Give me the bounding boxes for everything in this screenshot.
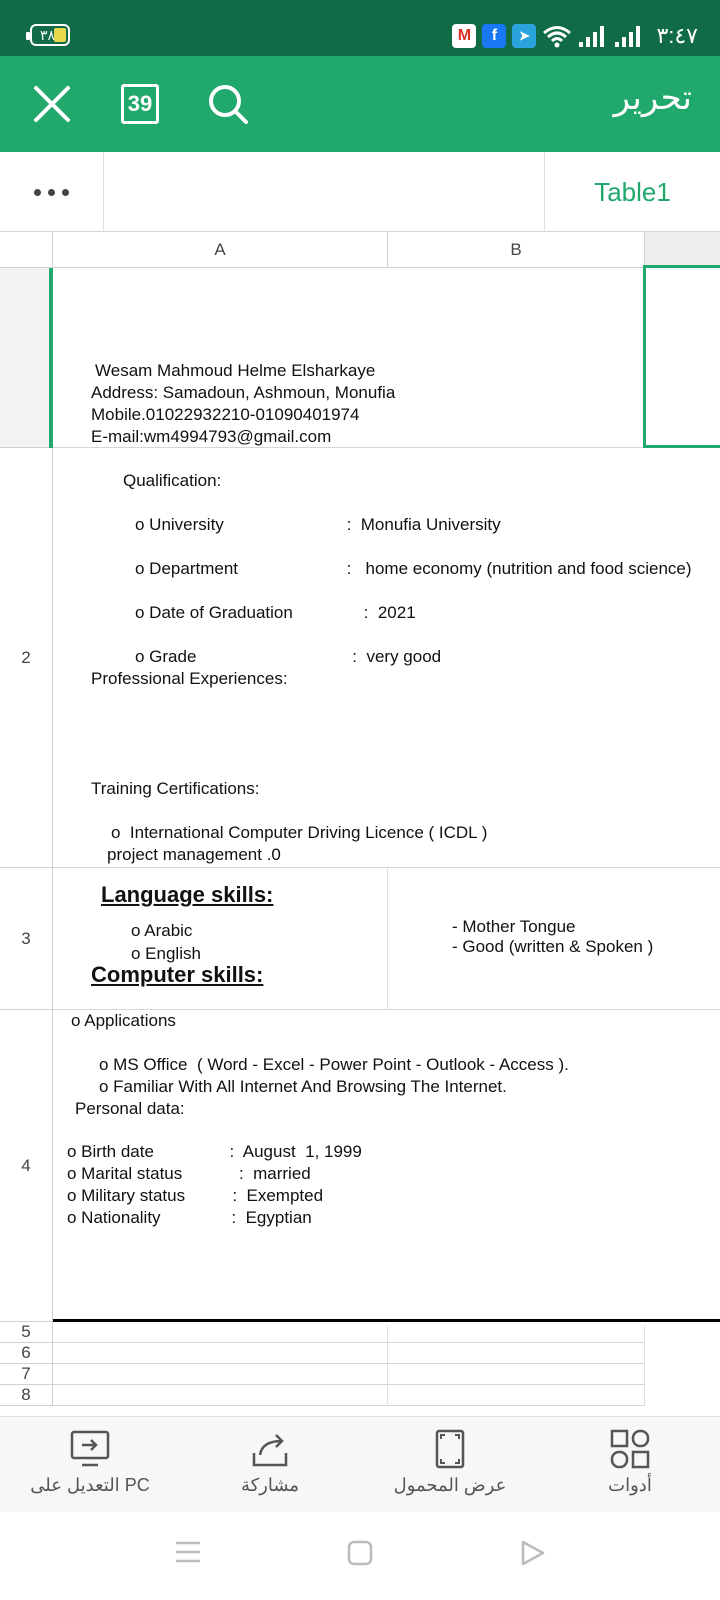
row-header-1[interactable] [0, 268, 53, 448]
empty-cell[interactable] [53, 1364, 388, 1385]
row-header-7[interactable]: 7 [0, 1364, 53, 1385]
signal-icon [614, 24, 644, 48]
cell-text: o International Computer Driving Licence ( ICDL ) [111, 823, 488, 842]
cell-text: o English [131, 944, 201, 963]
cell-text: E-mail:wm4994793@gmail.com [91, 427, 332, 446]
telegram-icon: ➤ [512, 24, 536, 48]
cell-text: Address: Samadoun, Ashmoun, Monufia [91, 383, 396, 402]
empty-cell[interactable] [388, 1364, 645, 1385]
cell-text: o Department : home economy (nutrition and food science) [135, 559, 692, 578]
empty-cell[interactable] [388, 1325, 645, 1343]
cell-text: o Nationality : Egyptian [67, 1208, 312, 1227]
share-button[interactable] [210, 1417, 330, 1513]
cell-text: o Military status : Exempted [67, 1186, 324, 1205]
column-header-a[interactable]: A [53, 232, 388, 268]
wifi-icon [542, 24, 572, 48]
empty-cell[interactable] [388, 1385, 645, 1406]
computer-skills-heading: Computer skills: [91, 962, 264, 987]
edit-button[interactable]: تحرير [613, 79, 692, 117]
cell-text: o Applications [71, 1011, 176, 1030]
cell-text: Qualification: [123, 471, 222, 490]
tools-label: أدوات [608, 1475, 652, 1495]
corner-cell[interactable] [0, 232, 53, 268]
cell-a4[interactable] [53, 1010, 720, 1322]
cell-a3[interactable] [53, 868, 388, 1010]
column-header-c[interactable] [645, 232, 720, 268]
gmail-icon: M [452, 24, 476, 48]
column-header-b[interactable]: B [388, 232, 645, 268]
cell-text: o Birth date : August 1, 1999 [67, 1142, 362, 1161]
row-header-8[interactable]: 8 [0, 1385, 53, 1406]
cell-text: project management .0 [107, 845, 281, 864]
cell-text: o Grade : very good [135, 647, 442, 666]
cell-text: o University : Monufia University [135, 515, 501, 534]
more-options-button[interactable] [0, 152, 104, 232]
menu-icon[interactable] [175, 1540, 201, 1564]
system-nav-bar [0, 1512, 720, 1600]
cell-text: - Mother Tongue [452, 917, 576, 936]
cell-text: - Good (written & Spoken ) [452, 937, 654, 956]
pc-edit-icon [68, 1429, 112, 1469]
cell-text: Professional Experiences: [91, 669, 288, 688]
more-dots-icon [34, 189, 41, 196]
bottom-action-bar [0, 1416, 720, 1512]
page-count-button[interactable]: 39 [121, 84, 159, 124]
tools-icon [608, 1429, 652, 1469]
row-header-5[interactable]: 5 [0, 1322, 53, 1343]
edit-on-pc-button[interactable] [20, 1417, 160, 1513]
cell-text: o Familiar With All Internet And Browsing The Internet. [99, 1077, 507, 1096]
cell-text: o Arabic [131, 921, 193, 940]
status-bar [0, 0, 720, 56]
cell-text: Personal data: [75, 1099, 185, 1118]
mobile-view-icon [428, 1429, 472, 1469]
mobile-view-button[interactable] [380, 1417, 520, 1513]
share-label: مشاركة [240, 1475, 300, 1495]
sheet-tab[interactable]: Table1 [544, 152, 720, 232]
empty-cell[interactable] [388, 1343, 645, 1364]
spreadsheet-grid[interactable] [0, 232, 720, 1416]
search-icon[interactable] [206, 82, 250, 126]
close-icon[interactable] [30, 82, 74, 126]
tools-button[interactable] [570, 1417, 690, 1513]
cell-text: Training Certifications: [91, 779, 260, 798]
back-icon[interactable] [520, 1539, 546, 1567]
row-header-6[interactable]: 6 [0, 1343, 53, 1364]
cell-text: o Marital status : married [67, 1164, 311, 1183]
share-icon [248, 1429, 292, 1469]
empty-cell[interactable] [53, 1343, 388, 1364]
edit-on-pc-label: التعديل على PC [30, 1475, 150, 1495]
signal-icon [578, 24, 608, 48]
sheet-tab-row [0, 152, 720, 232]
cell-text: o Date of Graduation : 2021 [135, 603, 416, 622]
clock: ٣:٤٧ [656, 23, 698, 48]
row-header-2[interactable]: 2 [0, 448, 53, 868]
row-header-4[interactable]: 4 [0, 1010, 53, 1322]
empty-cell[interactable] [53, 1325, 388, 1343]
status-icons [452, 22, 698, 50]
battery-level: ٣٨ [40, 27, 56, 43]
cell-a2[interactable] [53, 448, 720, 868]
cell-b3[interactable] [388, 868, 720, 1010]
facebook-icon: f [482, 24, 506, 48]
selected-cell-c1[interactable] [643, 265, 720, 448]
cell-a1[interactable] [53, 268, 645, 448]
mobile-view-label: عرض المحمول [393, 1475, 507, 1495]
home-icon[interactable] [347, 1540, 373, 1566]
cell-text: Mobile.01022932210-01090401974 [91, 405, 360, 424]
language-skills-heading: Language skills: [101, 882, 274, 907]
cell-text: o MS Office ( Word - Excel - Power Point - Outlook - Access ). [99, 1055, 569, 1074]
row-header-3[interactable]: 3 [0, 868, 53, 1010]
cell-text: Wesam Mahmoud Helme Elsharkaye [95, 361, 376, 380]
battery-icon [30, 24, 70, 46]
empty-cell[interactable] [53, 1385, 388, 1406]
top-toolbar [0, 56, 720, 152]
